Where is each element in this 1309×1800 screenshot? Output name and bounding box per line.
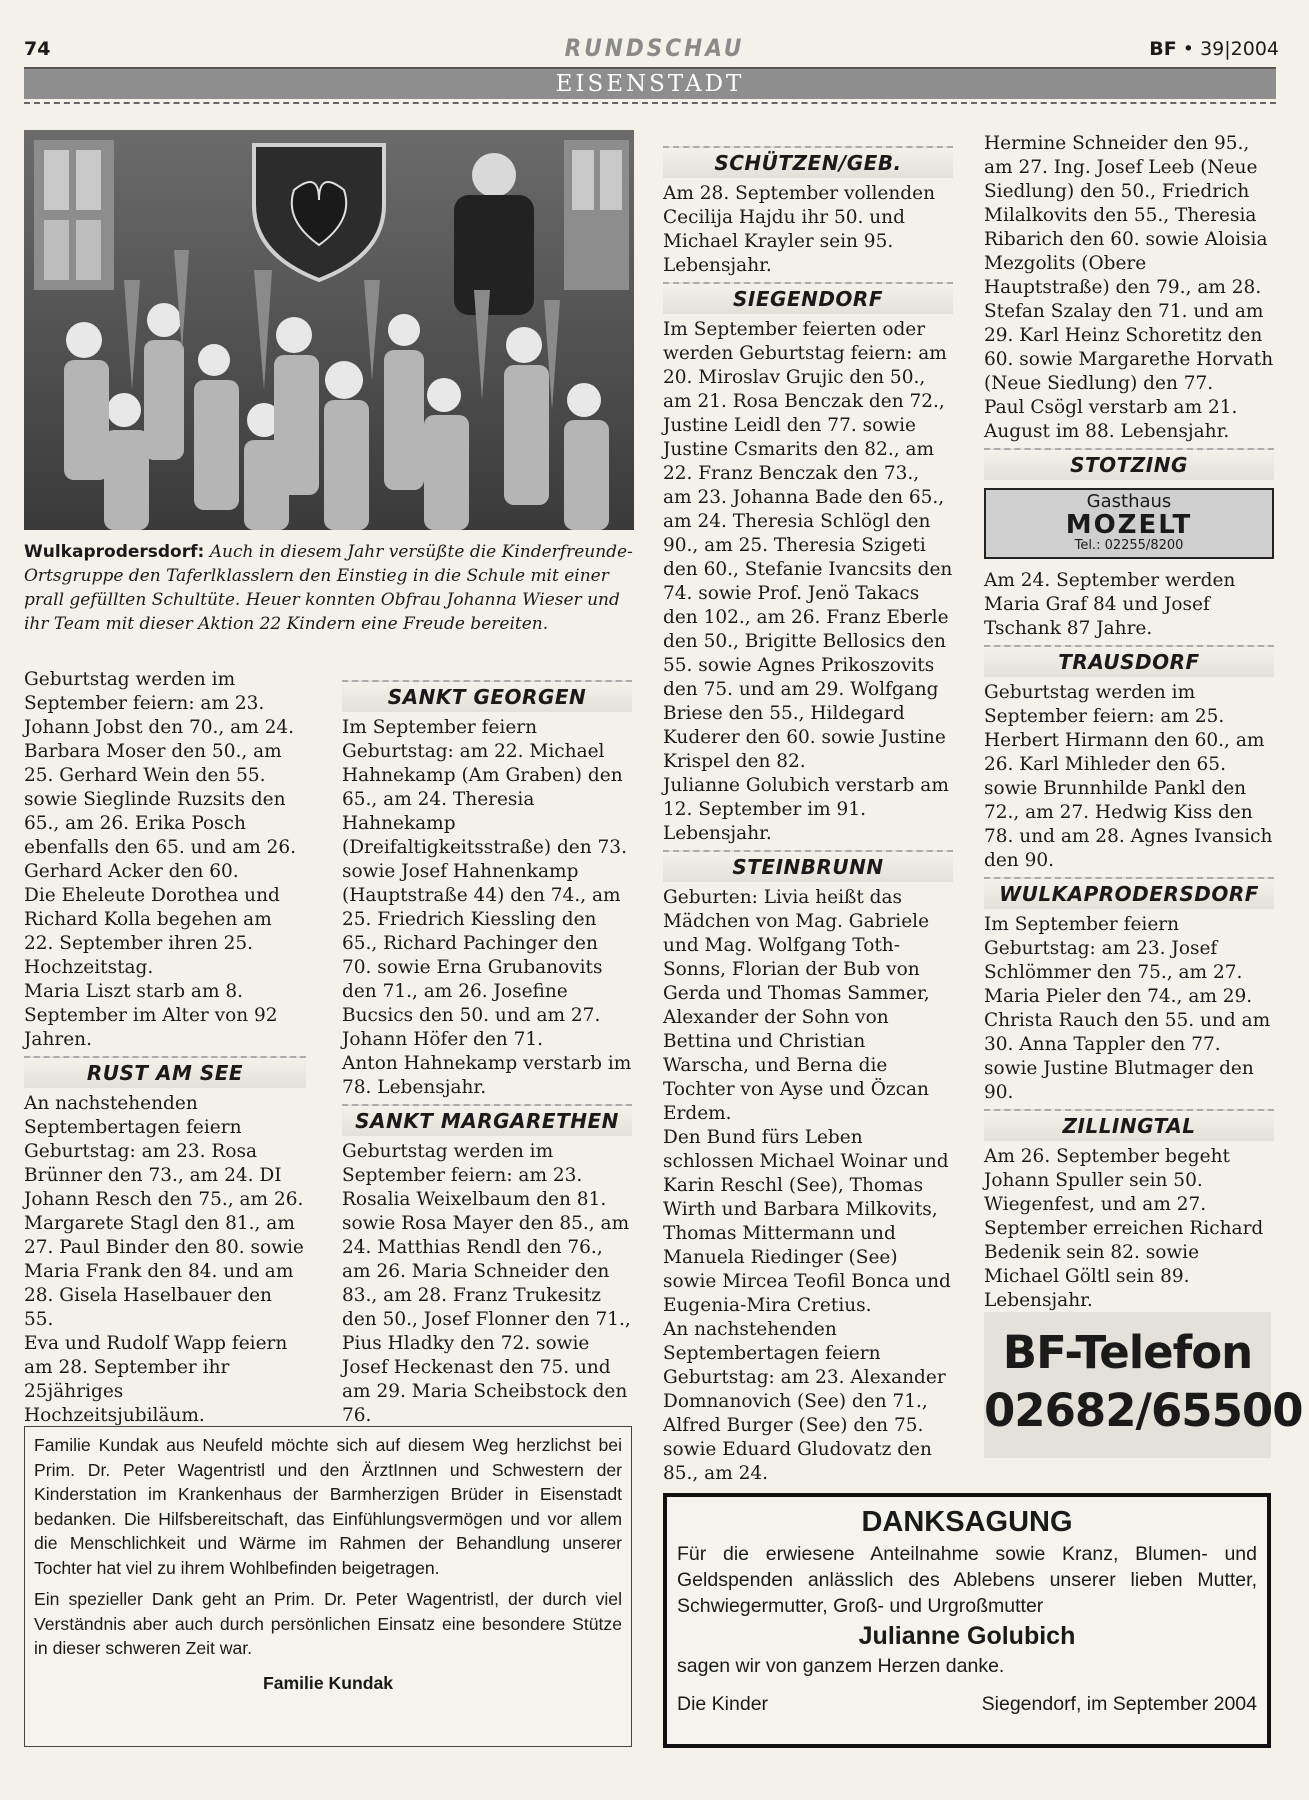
heading-wulkaprodersdorf: WULKAPRODERSDORF [984,877,1274,909]
danksagung-name: Julianne Golubich [858,1622,1076,1650]
heading-sankt-georgen: SANKT GEORGEN [342,680,632,712]
column-4 [984,132,1274,1313]
caption-text: Auch in diesem Jahr versüßte die Kinderfreunde-Ortsgruppe den Taferlklasslern den Einstieg in die Schule mit einer prall gefüllten Schultüte. Heuer konnten Obfrau Johanna Wieser und ihr Team mit dieser Aktion 22 Kindern eine Freude bereiten. [24,542,633,634]
column-2 [342,676,632,1428]
article-text: An nachstehenden Septembertagen feiern Geburtstag: am 23. Alexander Domnanovich (See) den 71., Alfred Burger (See) den 75. sowie Eduard Gludovatz den 85., am 24. [663,1319,946,1484]
heading-sankt-margarethen: SANKT MARGARETHEN [342,1104,632,1136]
danksagung-text: Für die erwiesene Anteilnahme sowie Kranz, Blumen- und Geldspenden anlässlich des Ablebens unserer lieben Mutter, Schwiegermutter, Groß- und Urgroßmutter [677,1543,1257,1617]
heading-rust-am-see: RUST AM SEE [24,1056,306,1088]
article-text: Geburtstag werden im September feiern: am 23. Rosalia Weixelbaum den 81. sowie Rosa Mayer den 85., am 24. Matthias Rendl den 76., am 26. Maria Schneider den 83., am 28. Franz Trukesitz den 50., Josef Flonner den 71., Pius Hladky den 72. sowie Josef Heckenast den 75. und am 29. Maria Scheibstock den 76. [342,1141,631,1426]
issue-info [1149,38,1279,60]
article-text: Julianne Golubich verstarb am 12. September im 91. Lebensjahr. [663,775,949,844]
caption-place: Wulkaprodersdorf: [24,542,205,562]
danksagung-place-date: Siegendorf, im September 2004 [981,1693,1257,1715]
bf-telefon-box [984,1312,1303,1458]
bf-telefon-label: BF-Telefon [1002,1326,1253,1379]
article-text: Paul Csögl verstarb am 21. August im 88. Lebensjahr. [984,397,1238,442]
heading-zillingtal: ZILLINGTAL [984,1109,1274,1141]
thanks-text: Familie Kundak aus Neufeld möchte sich auf diesem Weg herzlichst bei Prim. Dr. Peter Wagentristl und den ÄrztInnen und Schwestern der Kinderstation im Krankenhaus der Barmherzigen Brüder in Eisenstadt bedanken. Die Hilfsbereitschaft, das Einfühlungsvermögen und vor allem die Menschlichkeit und Wärme im Rahmen der Behandlung unserer Tochter hat viel zu ihrem Wohlbefinden beigetragen. [34,1435,622,1578]
article-text: An nachstehenden Septembertagen feiern Geburtstag: am 23. Rosa Brünner den 73., am 24. DI Johann Resch den 75., am 26. Margarete Stagl den 81., am 27. Paul Binder den 80. sowie Maria Frank den 84. und am 28. Gisela Haselbauer den 55. [24,1093,304,1330]
rubric-title: RUNDSCHAU [564,34,745,62]
article-text: Eva und Rudolf Wapp feiern am 28. September ihr 25jähriges Hochzeitsjubiläum. [24,1333,288,1426]
bf-telefon-number: 02682/65500 [984,1384,1303,1437]
ad-line-1: Gasthaus [1086,491,1172,512]
heading-trausdorf: TRAUSDORF [984,645,1274,677]
article-text: Im September feiern Geburtstag: am 22. Michael Hahnekamp (Am Graben) den 65., am 24. Theresia Hahnekamp (Dreifaltigkeitsstraße) den 73. sowie Josef Hahnenkamp (Hauptstraße 44) den 74., am 25. Friedrich Kiessling den 65., Richard Pachinger den 70. sowie Erna Grubanovits den 71., am 26. Josefine Bucsics den 50. und am 27. Johann Höfer den 71. [342,717,627,1050]
thanks-signature: Familie Kundak [262,1672,394,1693]
article-text: Geburtstag werden im September feiern: am 25. Herbert Hirmann den 60., am 26. Karl Mihleder den 65. sowie Brunnhilde Pankl den 72., am 27. Hedwig Kiss den 78. und am 28. Agnes Ivansich den 90. [984,682,1273,871]
ad-line-3: Tel.: 02255/8200 [1074,538,1184,553]
thanks-text: Ein spezieller Dank geht an Prim. Dr. Peter Wagentristl, der durch viel Verständnis aber auch durch persönlichen Einsatz eine besondere Stütze in dieser schweren Zeit war. [34,1589,622,1658]
section-bar: EISENSTADT [24,67,1276,99]
kundak-thanks-box [24,1426,632,1747]
article-text: Den Bund fürs Leben schlossen Michael Woinar und Karin Reschl (See), Thomas Wirth und Barbara Milkovits, Thomas Mittermann und Manuela Riedinger (See) sowie Mircea Teofil Bonca und Eugenia-Mira Cretius. [663,1127,951,1316]
ad-line-2: MOZELT [1065,510,1193,540]
heading-schuetzen: SCHÜTZEN/GEB. [663,146,953,178]
article-text: Maria Liszt starb am 8. September im Alter von 92 Jahren. [24,981,278,1050]
heading-steinbrunn: STEINBRUNN [663,850,953,882]
heading-stotzing: STOTZING [984,448,1274,480]
article-text: Am 26. September begeht Johann Spuller sein 50. Wiegenfest, und am 27. September erreichen Richard Bedenik sein 82. sowie Michael Göltl sein 89. Lebensjahr. [984,1146,1264,1311]
article-text: Hermine Schneider den 95., am 27. Ing. Josef Leeb (Neue Siedlung) den 50., Friedrich Milalkovits den 55., Theresia Ribarich den 60. sowie Aloisia Mezgolits (Obere Hauptstraße) den 79., am 28. Stefan Szalay den 71. und am 29. Karl Heinz Schoretitz den 60. sowie Margarethe Horvath (Neue Siedlung) den 77. [984,133,1274,394]
issue-number: 39|2004 [1200,38,1279,60]
danksagung-box [663,1493,1271,1748]
danksagung-from: Die Kinder [677,1693,769,1715]
heading-siegendorf: SIEGENDORF [663,282,953,314]
danksagung-text-2: sagen wir von ganzem Herzen danke. [677,1655,1005,1677]
article-text: Im September feierten oder werden Geburtstag feiern: am 20. Miroslav Grujic den 50., am 21. Rosa Benczak den 72., Justine Leidl den 77. sowie Justine Csmarits den 82., am 22. Franz Benczak den 73., am 23. Johanna Bade den 65., am 24. Theresia Schlögl den 90., am 25. Theresia Szigeti den 60., Stefanie Ivancsits den 74. sowie Prof. Jenö Takacs den 102., am 26. Franz Eberle den 50., Brigitte Bellosics den 55. sowie Agnes Prikoszovits den 75. und am 29. Wolfgang Briese den 55., Hildegard Kuderer den 60. sowie Justine Krispel den 82. [663,319,953,772]
article-text: Geburtstag werden im September feiern: am 23. Johann Jobst den 70., am 24. Barbara Moser den 50., am 25. Gerhard Wein den 55. sowie Sieglinde Ruzsits den 65., am 26. Erika Posch ebenfalls den 65. und am 26. Gerhard Acker den 60. [24,669,297,882]
page-number: 74 [24,38,51,60]
article-text: Anton Hahnekamp verstarb im 78. Lebensjahr. [342,1053,632,1098]
column-1 [24,668,306,1428]
school-photo [24,130,634,530]
issue-brand: BF [1149,38,1177,60]
issue-separator: • [1182,38,1195,60]
article-text: Im September feiern Geburtstag: am 23. Josef Schlömmer den 75., am 27. Maria Pieler den 74., am 29. Christa Rauch den 55. und am 30. Anna Tappler den 77. sowie Justine Blutmager den 90. [984,914,1271,1103]
article-text: Geburten: Livia heißt das Mädchen von Mag. Gabriele und Mag. Wolfgang Toth-Sonns, Florian der Bub von Gerda und Thomas Sammer, Alexander der Sohn von Bettina und Christian Warscha, und Berna die Tochter von Ayse und Özcan Erdem. [663,887,930,1124]
article-text: Die Eheleute Dorothea und Richard Kolla begehen am 22. September ihren 25. Hochzeitstag. [24,885,280,978]
article-text: Am 28. September vollenden Cecilija Hajdu ihr 50. und Michael Krayler sein 95. Lebensjahr. [663,183,935,276]
photo-caption [24,540,634,636]
gasthaus-ad [984,488,1274,559]
column-3 [663,142,953,1486]
header-divider [24,102,1276,104]
danksagung-footer [677,1691,1257,1717]
danksagung-title: DANKSAGUNG [861,1506,1073,1538]
article-text: Am 24. September werden Maria Graf 84 und Josef Tschank 87 Jahre. [984,570,1236,639]
